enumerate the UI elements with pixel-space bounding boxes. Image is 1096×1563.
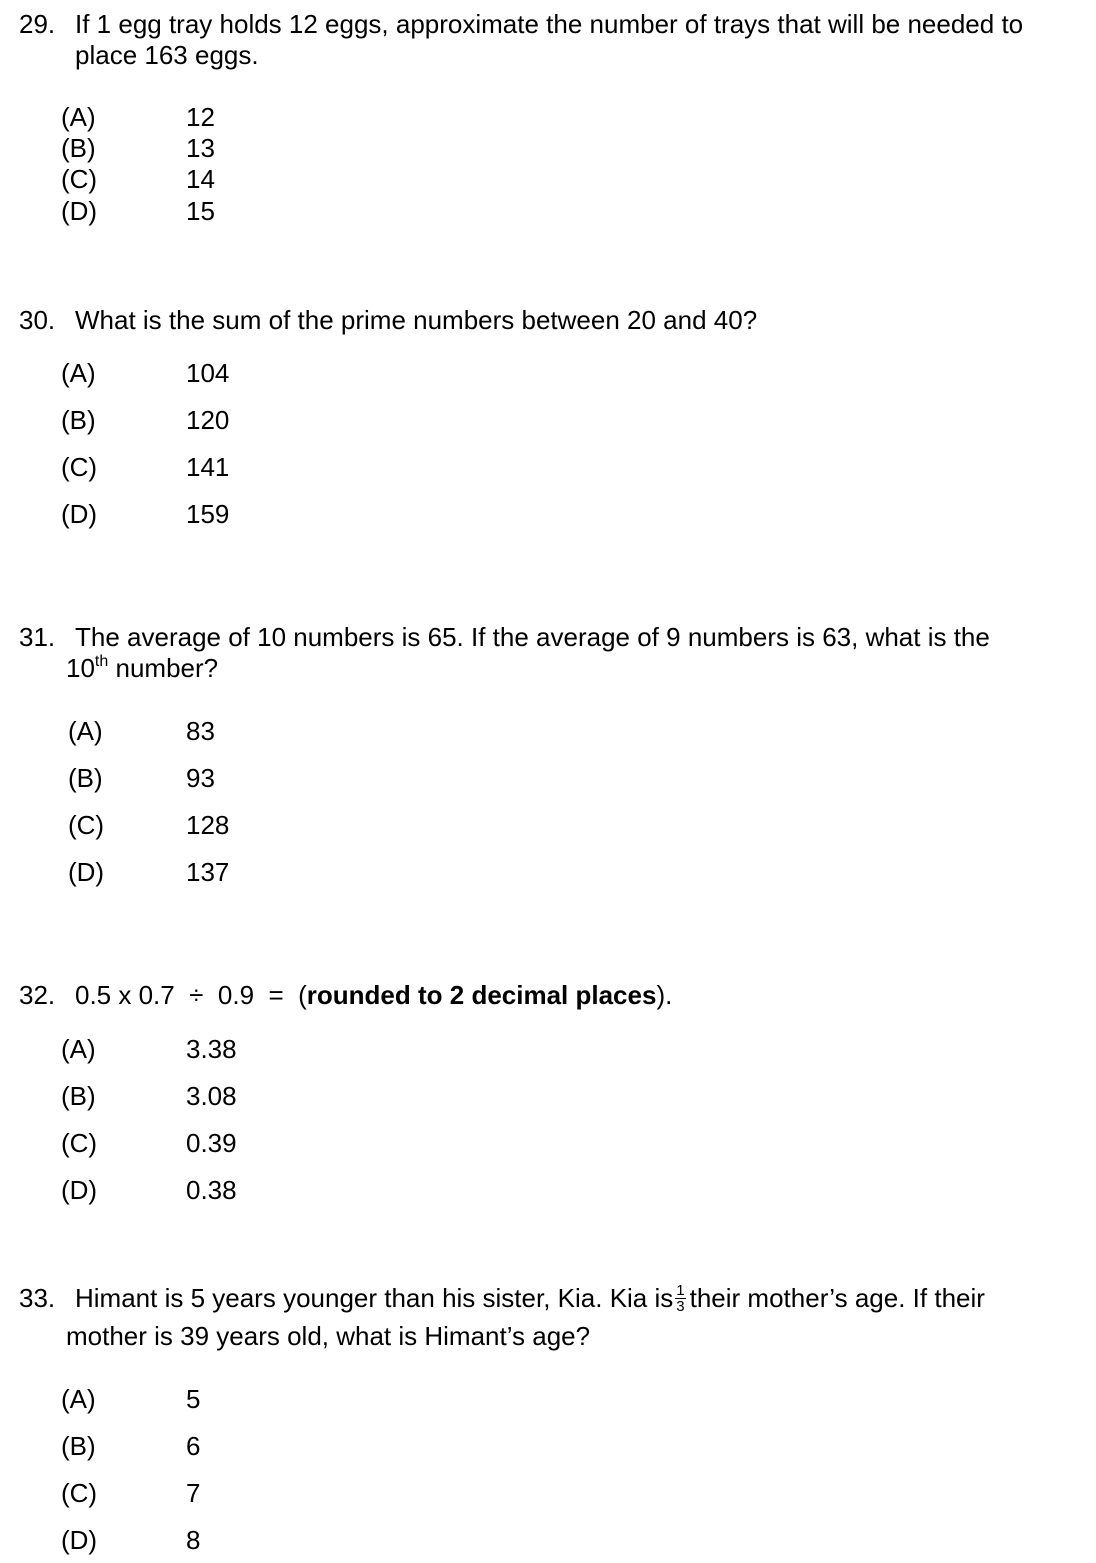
option-value-b[interactable]: 6 <box>186 1431 201 1461</box>
option-value-c[interactable]: 14 <box>186 164 215 194</box>
option-label-d[interactable]: (D) <box>68 857 105 887</box>
option-label-b[interactable]: (B) <box>61 1431 96 1461</box>
option-label-b[interactable]: (B) <box>61 405 96 435</box>
option-label-c[interactable]: (C) <box>61 1128 98 1158</box>
option-label-c[interactable]: (C) <box>61 164 98 194</box>
question-text-line-1: What is the sum of the prime numbers between 20 and 40? <box>75 305 758 335</box>
option-label-a[interactable]: (A) <box>61 1034 96 1064</box>
option-label-a[interactable]: (A) <box>61 358 96 388</box>
question-number: 32. <box>19 980 56 1010</box>
option-label-a[interactable]: (A) <box>68 716 103 746</box>
option-label-d[interactable]: (D) <box>61 196 98 226</box>
option-value-c[interactable]: 7 <box>186 1478 201 1508</box>
option-value-a[interactable]: 3.38 <box>186 1034 237 1064</box>
rounding-instruction: rounded to 2 decimal places <box>306 980 657 1010</box>
question-text-line-1: The average of 10 numbers is 65. If the average of 9 numbers is 63, what is the <box>75 622 990 652</box>
option-value-c[interactable]: 0.39 <box>186 1128 237 1158</box>
option-label-c[interactable]: (C) <box>68 810 105 840</box>
option-label-d[interactable]: (D) <box>61 1525 98 1555</box>
option-value-b[interactable]: 13 <box>186 133 215 163</box>
question-text-line-2: place 163 eggs. <box>75 40 259 70</box>
option-label-b[interactable]: (B) <box>61 133 96 163</box>
option-value-a[interactable]: 12 <box>186 102 215 132</box>
option-value-b[interactable]: 120 <box>186 405 230 435</box>
question-text-line-1 <box>75 1283 985 1316</box>
option-value-c[interactable]: 141 <box>186 452 230 482</box>
question-text-line-1 <box>75 980 672 1010</box>
ordinal-suffix: th <box>94 653 109 670</box>
option-label-a[interactable]: (A) <box>61 102 96 132</box>
question-text-line-2 <box>66 653 218 688</box>
option-value-c[interactable]: 128 <box>186 810 230 840</box>
fraction-numerator: 1 <box>676 1281 685 1299</box>
option-value-d[interactable]: 15 <box>186 196 215 226</box>
question-text-start: Himant is 5 years younger than his sister, Kia. Kia is <box>75 1283 674 1313</box>
question-number: 33. <box>19 1283 56 1313</box>
option-value-d[interactable]: 137 <box>186 857 230 887</box>
option-value-b[interactable]: 93 <box>186 763 215 793</box>
question-text-line-2: mother is 39 years old, what is Himant’s age? <box>66 1321 591 1351</box>
closing-paren: ). <box>656 980 673 1010</box>
option-label-c[interactable]: (C) <box>61 1478 98 1508</box>
option-label-d[interactable]: (D) <box>61 499 98 529</box>
option-label-c[interactable]: (C) <box>61 452 98 482</box>
option-label-b[interactable]: (B) <box>68 763 103 793</box>
ordinal-number: 10 <box>66 653 95 683</box>
question-text-end: their mother’s age. If their <box>689 1283 985 1313</box>
option-value-d[interactable]: 8 <box>186 1525 201 1555</box>
option-value-b[interactable]: 3.08 <box>186 1081 237 1111</box>
expression: 0.5 x 0.7 ÷ 0.9 = ( <box>75 980 307 1010</box>
question-text-line-1: If 1 egg tray holds 12 eggs, approximate the number of trays that will be needed to <box>75 9 1024 39</box>
question-number: 29. <box>19 9 56 39</box>
question-number: 30. <box>19 305 56 335</box>
option-label-b[interactable]: (B) <box>61 1081 96 1111</box>
option-value-d[interactable]: 0.38 <box>186 1175 237 1205</box>
option-value-a[interactable]: 5 <box>186 1384 201 1414</box>
option-value-a[interactable]: 83 <box>186 716 215 746</box>
option-value-d[interactable]: 159 <box>186 499 230 529</box>
question-number: 31. <box>19 622 56 652</box>
fraction-one-third <box>675 1283 685 1314</box>
option-label-d[interactable]: (D) <box>61 1175 98 1205</box>
option-value-a[interactable]: 104 <box>186 358 230 388</box>
question-text-rest: number? <box>108 653 219 683</box>
option-label-a[interactable]: (A) <box>61 1384 96 1414</box>
fraction-denominator: 3 <box>676 1297 685 1315</box>
